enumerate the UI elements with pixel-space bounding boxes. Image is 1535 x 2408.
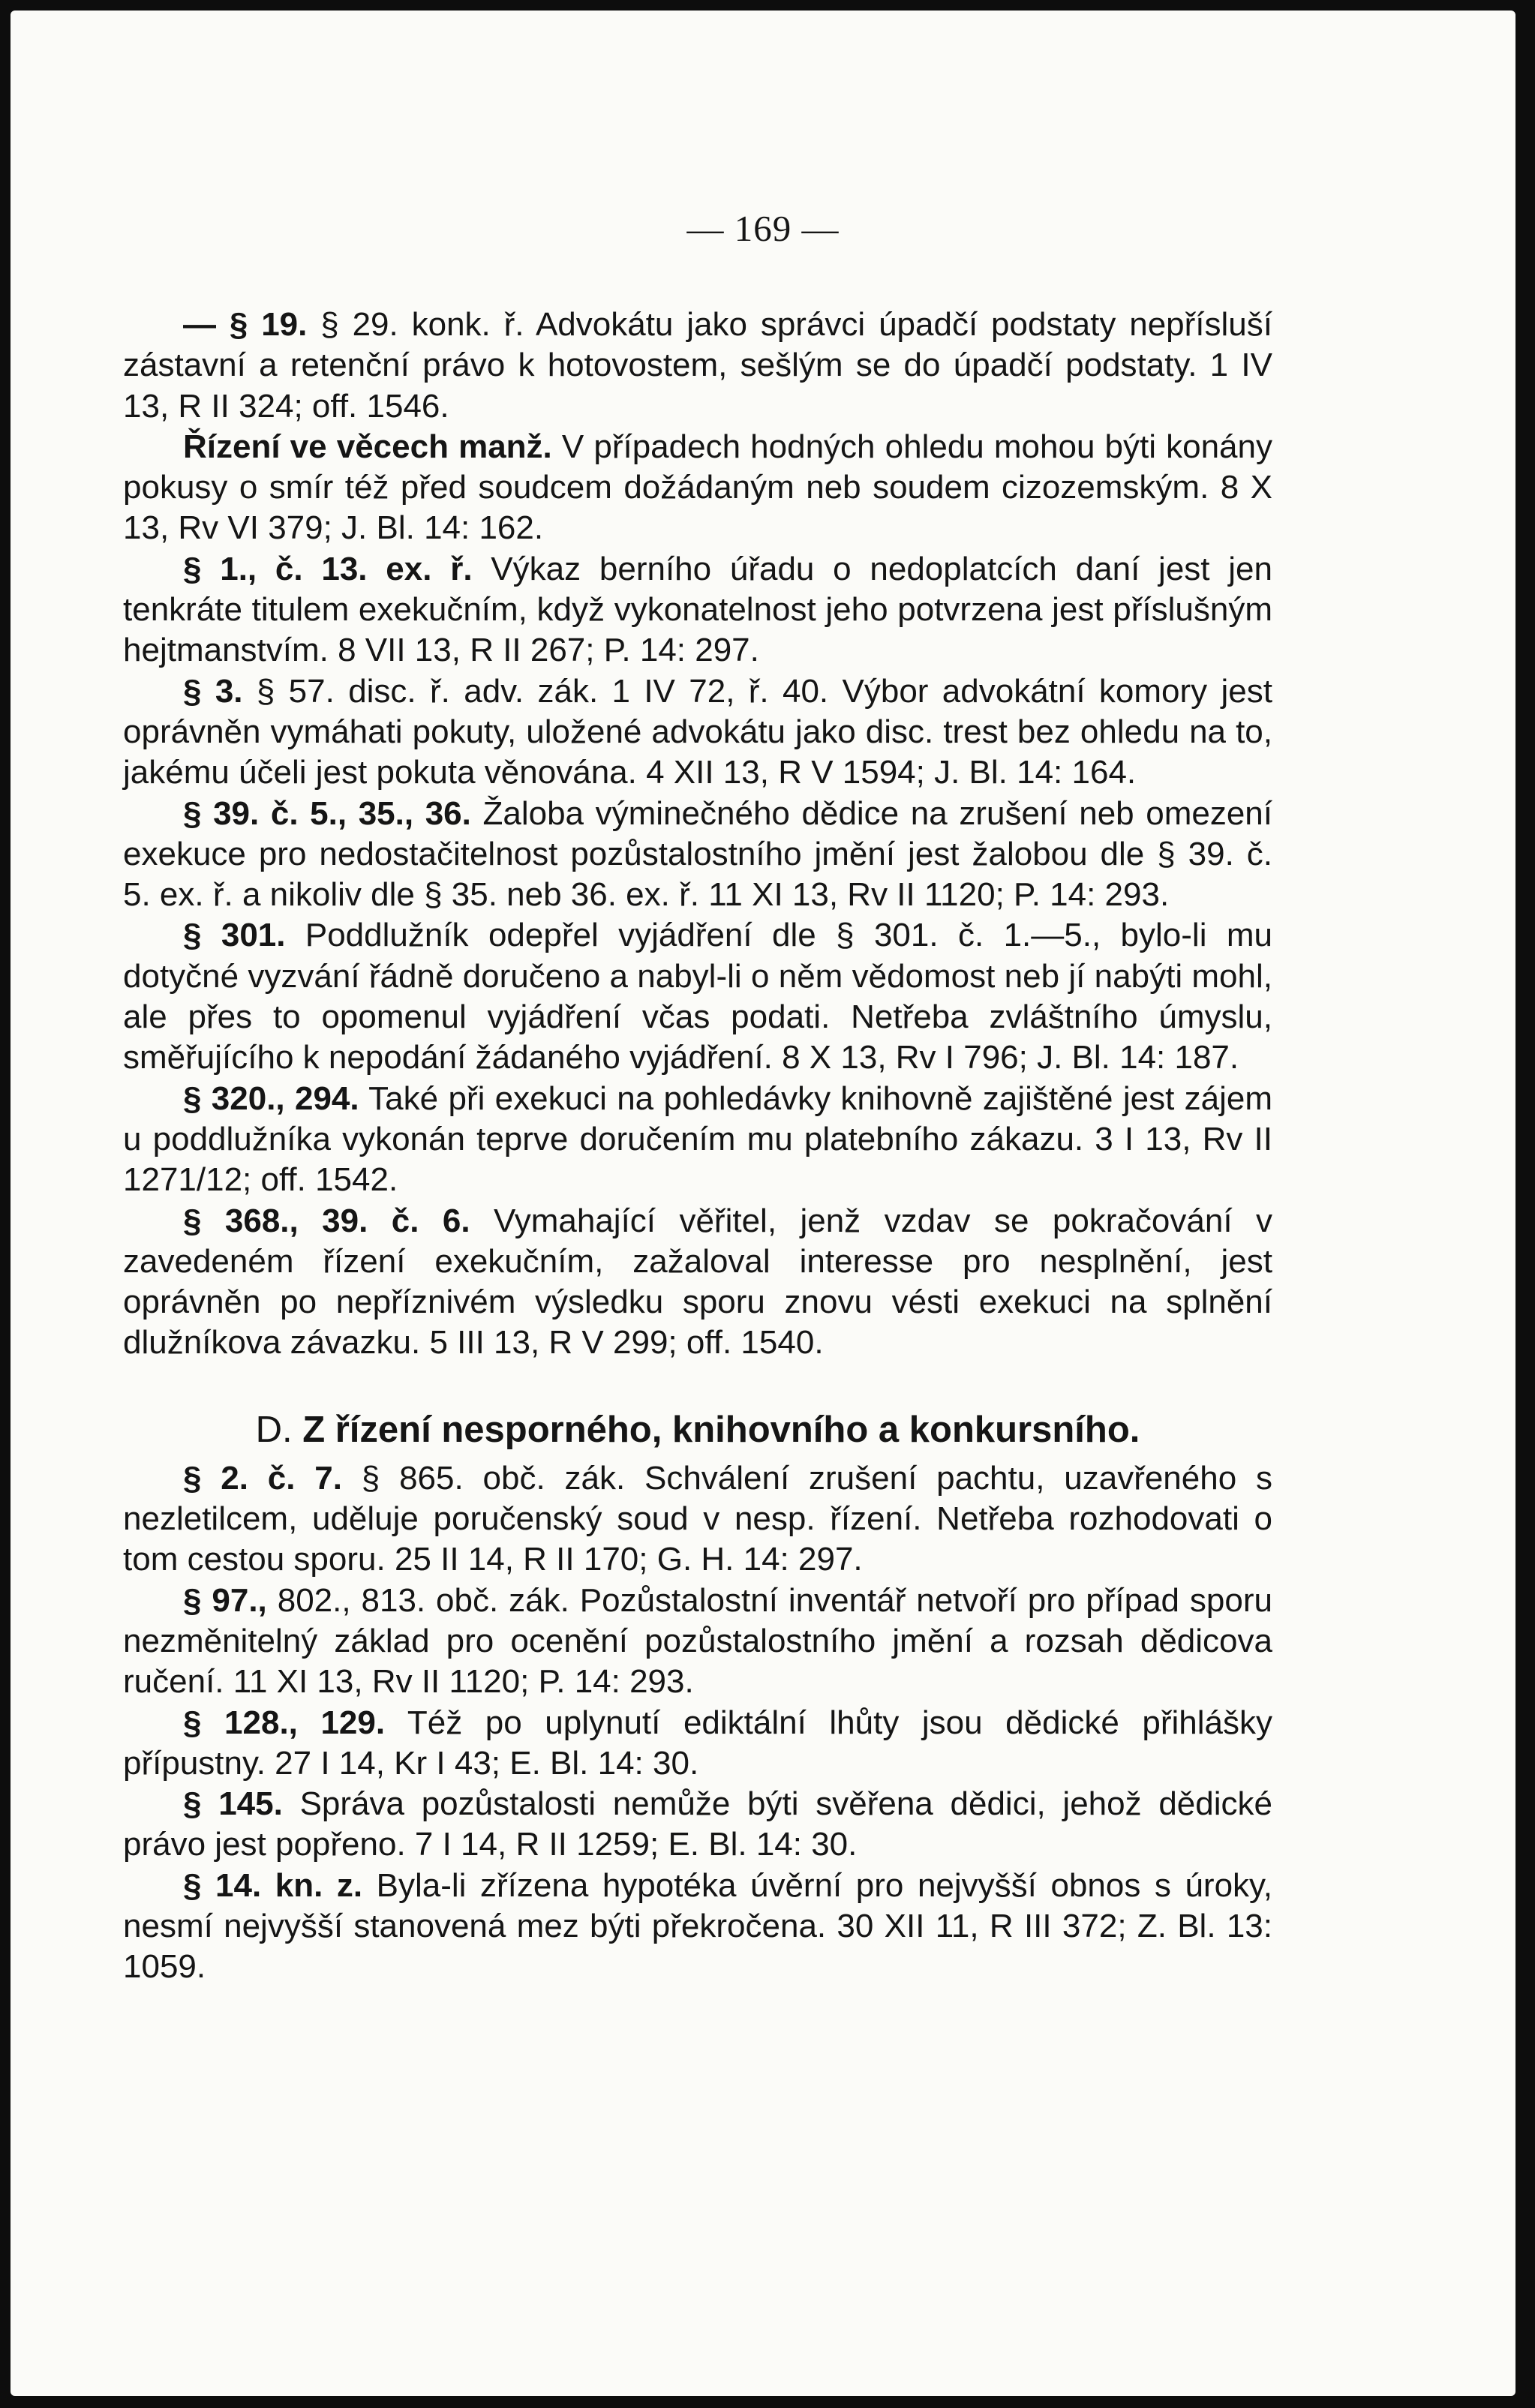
paragraph	[123, 1079, 1272, 1201]
paragraph-text: Výkaz berního úřadu o nedoplatcích daní jest jen tenkráte titulem exekučním, když vykonatelnost jeho potvrzena jest příslušným hejtmanstvím. 8 VII 13, R II 267; P. 14: 297.	[123, 550, 1272, 669]
paragraph-text: Byla-li zřízena hypotéka úvěrní pro nejvyšší obnos s úroky, nesmí nejvyšší stanovená mez býti překročena. 30 XII 11, R III 372; Z. Bl. 13: 1059.	[123, 1866, 1272, 1986]
paragraph	[123, 1581, 1272, 1703]
paragraph	[123, 427, 1272, 549]
paragraph-text: Poddlužník odepřel vyjádření dle § 301. č. 1.—5., bylo-li mu dotyčné vyzvání řádně doručeno a nabyl-li o něm vědomost neb jí nabýti mohl, ale přes to opomenul vyjádření včas podati. Netřeba zvláštního úmyslu, směřujícího k nepodání žádaného vyjádření. 8 X 13, Rv I 796; J. Bl. 14: 187.	[123, 917, 1272, 1076]
paragraph	[123, 915, 1272, 1078]
paragraph	[123, 305, 1272, 427]
paragraph	[123, 794, 1272, 916]
paragraph	[123, 1703, 1272, 1785]
page-number: — 169 —	[686, 208, 840, 249]
paragraph-text: § 29. konk. ř. Advokátu jako správci úpadčí podstaty nepřísluší zástavní a retenční právo k hotovostem, sešlým se do úpadčí podstaty. 1 IV 13, R II 324; off. 1546.	[123, 306, 1272, 425]
paragraph	[123, 1458, 1272, 1581]
paragraph-lead: § 14. kn. z.	[183, 1866, 363, 1904]
paragraph-lead: § 128., 129.	[183, 1704, 386, 1741]
paragraph-text: § 57. disc. ř. adv. zák. 1 IV 72, ř. 40. Výbor advokátní komory jest oprávněn vymáhati pokuty, uložené advokátu jako disc. trest bez ohledu na to, jakému účeli jest pokuta věnována. 4 XII 13, R V 1594; J. Bl. 14: 164.	[123, 672, 1272, 791]
paragraph	[123, 1201, 1272, 1364]
paragraph-lead: § 320., 294.	[183, 1079, 359, 1117]
paragraph-lead: § 97.,	[183, 1581, 267, 1619]
paragraph-text: Také při exekuci na pohledávky knihovně zajištěné jest zájem u poddlužníka vykonán teprve doručením mu platebního zákazu. 3 I 13, Rv II 1271/12; off. 1542.	[123, 1079, 1273, 1199]
paragraph-lead: § 368., 39. č. 6.	[183, 1202, 470, 1239]
paragraph-text: Správa pozůstalosti nemůže býti svěřena dědici, jehož dědické právo jest popřeno. 7 I 14, R II 1259; E. Bl. 14: 30.	[123, 1785, 1272, 1863]
paragraph-text: V případech hodných ohledu mohou býti konány pokusy o smír též před soudcem dožádaným neb soudem cizozemským. 8 X 13, Rv VI 379; J. Bl. 14: 162.	[123, 428, 1272, 547]
paragraph-lead: — § 19.	[183, 306, 308, 343]
paragraph-lead: § 1., č. 13. ex. ř.	[183, 550, 473, 587]
paragraph-text: Vymahající věřitel, jenž vzdav se pokračování v zavedeném řízení exekučním, zažaloval interesse pro nesplnění, jest oprávněn po nepříznivém výsledku sporu znovu vésti exekuci na splnění dlužníkova závazku. 5 III 13, R V 299; off. 1540.	[123, 1202, 1272, 1362]
paragraph-lead: § 2. č. 7.	[183, 1459, 342, 1497]
paragraph-text: Žaloba výminečného dědice na zrušení neb omezení exekuce pro nedostačitelnost pozůstalostního jmění jest žalobou dle § 39. č. 5. ex. ř. a nikoliv dle § 35. neb 36. ex. ř. 11 XI 13, Rv II 1120; P. 14: 293.	[123, 794, 1273, 914]
book-page	[11, 11, 1515, 2396]
page-body	[123, 305, 1272, 1988]
paragraph	[123, 1866, 1272, 1988]
paragraph	[123, 549, 1272, 671]
paragraph-lead: Řízení ve věcech manž.	[183, 428, 552, 465]
section-heading-title: Z řízení nesporného, knihovního a konkursního.	[292, 1409, 1140, 1450]
paragraph-text: § 865. obč. zák. Schválení zrušení pachtu, uzavřeného s nezletilcem, uděluje poručenský soud v nesp. řízení. Netřeba rozhodovati o tom cestou sporu. 25 II 14, R II 170; G. H. 14: 297.	[123, 1459, 1272, 1578]
paragraph-text: Též po uplynutí ediktální lhůty jsou dědické přihlášky přípustny. 27 I 14, Kr I 43; E. Bl. 14: 30.	[123, 1704, 1272, 1782]
section-heading-prefix: D.	[255, 1409, 293, 1450]
paragraph-lead: § 301.	[183, 917, 286, 954]
paragraph-lead: § 145.	[183, 1785, 283, 1823]
paragraph-lead: § 3.	[183, 672, 243, 710]
paragraph	[123, 1784, 1272, 1866]
paragraph	[123, 671, 1272, 794]
section-heading	[123, 1407, 1272, 1452]
paragraph-text: 802., 813. obč. zák. Pozůstalostní inventář netvoří pro případ sporu nezměnitelný základ pro ocenění pozůstalostního jmění a rozsah dědicova ručení. 11 XI 13, Rv II 1120; P. 14: 293.	[123, 1581, 1272, 1701]
paragraph-lead: § 39. č. 5., 35., 36.	[183, 794, 471, 832]
